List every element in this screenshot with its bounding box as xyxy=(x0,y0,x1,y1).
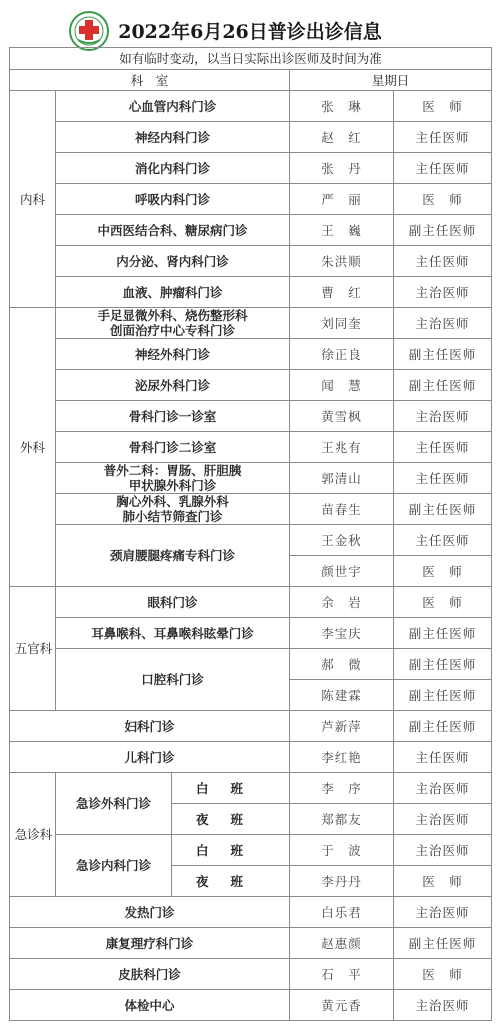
dept-cell xyxy=(56,308,290,339)
dept-cell: 急诊外科门诊 xyxy=(56,773,172,835)
dept-cell: 内分泌、肾内科门诊 xyxy=(56,246,290,277)
dept-cell: 康复理疗科门诊 xyxy=(10,928,290,959)
title-cell: 主治医师 xyxy=(394,277,492,308)
doctor-cell: 李 序 xyxy=(290,773,394,804)
title-cell: 主任医师 xyxy=(394,432,492,463)
doctor-cell: 朱洪顺 xyxy=(290,246,394,277)
title-cell: 医 师 xyxy=(394,91,492,122)
doctor-cell: 张 丹 xyxy=(290,153,394,184)
title-cell: 主任医师 xyxy=(394,122,492,153)
title-cell: 副主任医师 xyxy=(394,649,492,680)
title-cell: 医 师 xyxy=(394,184,492,215)
dept-cell: 呼吸内科门诊 xyxy=(56,184,290,215)
title-cell: 主治医师 xyxy=(394,835,492,866)
doctor-cell: 芦新萍 xyxy=(290,711,394,742)
schedule-table xyxy=(9,47,492,1021)
doctor-cell: 苗春生 xyxy=(290,494,394,525)
shift-cell: 夜班 xyxy=(172,804,290,835)
title-cell: 医 师 xyxy=(394,959,492,990)
doctor-cell: 赵 红 xyxy=(290,122,394,153)
doctor-cell: 郑都友 xyxy=(290,804,394,835)
doctor-cell: 王 巍 xyxy=(290,215,394,246)
dept-cell: 眼科门诊 xyxy=(56,587,290,618)
doctor-cell: 张 琳 xyxy=(290,91,394,122)
category-internal: 内科 xyxy=(10,91,56,308)
notice-text: 如有临时变动，以当日实际出诊医师及时间为准 xyxy=(10,48,492,70)
doctor-cell: 黄元香 xyxy=(290,990,394,1021)
title-cell: 副主任医师 xyxy=(394,494,492,525)
dept-cell: 妇科门诊 xyxy=(10,711,290,742)
category-emergency: 急诊科 xyxy=(10,773,56,897)
title-cell: 主治医师 xyxy=(394,773,492,804)
doctor-cell: 王兆有 xyxy=(290,432,394,463)
doctor-cell: 严 丽 xyxy=(290,184,394,215)
dept-line: 胸心外科、乳腺外科 xyxy=(116,494,229,509)
column-header-weekday: 星期日 xyxy=(290,70,492,91)
title-cell: 副主任医师 xyxy=(394,339,492,370)
title-cell: 医 师 xyxy=(394,866,492,897)
doctor-cell: 白乐君 xyxy=(290,897,394,928)
dept-line: 甲状腺外科门诊 xyxy=(128,478,217,493)
doctor-cell: 颜世宇 xyxy=(290,556,394,587)
title-cell: 副主任医师 xyxy=(394,711,492,742)
doctor-cell: 徐正良 xyxy=(290,339,394,370)
doctor-cell: 于 波 xyxy=(290,835,394,866)
column-header-department: 科 室 xyxy=(10,70,290,91)
dept-cell: 急诊内科门诊 xyxy=(56,835,172,897)
title-cell: 副主任医师 xyxy=(394,618,492,649)
dept-cell: 耳鼻喉科、耳鼻喉科眩晕门诊 xyxy=(56,618,290,649)
dept-cell: 心血管内科门诊 xyxy=(56,91,290,122)
doctor-cell: 曹 红 xyxy=(290,277,394,308)
doctor-cell: 陈建霖 xyxy=(290,680,394,711)
dept-cell: 神经外科门诊 xyxy=(56,339,290,370)
doctor-cell: 刘同奎 xyxy=(290,308,394,339)
dept-cell: 皮肤科门诊 xyxy=(10,959,290,990)
dept-cell xyxy=(56,494,290,525)
page-header xyxy=(10,8,490,50)
dept-cell: 消化内科门诊 xyxy=(56,153,290,184)
dept-cell: 血液、肿瘤科门诊 xyxy=(56,277,290,308)
doctor-cell: 李丹丹 xyxy=(290,866,394,897)
shift-cell: 夜班 xyxy=(172,866,290,897)
dept-cell: 骨科门诊二诊室 xyxy=(56,432,290,463)
doctor-cell: 郭清山 xyxy=(290,463,394,494)
title-cell: 主任医师 xyxy=(394,153,492,184)
shift-cell: 白班 xyxy=(172,835,290,866)
title-cell: 主治医师 xyxy=(394,804,492,835)
doctor-cell: 赵惠颜 xyxy=(290,928,394,959)
dept-cell xyxy=(56,463,290,494)
doctor-cell: 闻 慧 xyxy=(290,370,394,401)
dept-cell: 发热门诊 xyxy=(10,897,290,928)
dept-cell: 体检中心 xyxy=(10,990,290,1021)
dept-line: 普外二科：胃肠、肝胆胰 xyxy=(103,463,242,478)
doctor-cell: 李宝庆 xyxy=(290,618,394,649)
dept-cell: 骨科门诊一诊室 xyxy=(56,401,290,432)
title-cell: 主任医师 xyxy=(394,246,492,277)
title-cell: 主任医师 xyxy=(394,525,492,556)
dept-cell: 口腔科门诊 xyxy=(56,649,290,711)
doctor-cell: 石 平 xyxy=(290,959,394,990)
title-cell: 主治医师 xyxy=(394,308,492,339)
dept-line: 肺小结节筛查门诊 xyxy=(122,509,223,524)
title-cell: 主治医师 xyxy=(394,897,492,928)
title-cell: 副主任医师 xyxy=(394,370,492,401)
shift-cell: 白班 xyxy=(172,773,290,804)
doctor-cell: 王金秋 xyxy=(290,525,394,556)
dept-line: 创面治疗中心专科门诊 xyxy=(109,323,235,338)
doctor-cell: 黄雪枫 xyxy=(290,401,394,432)
dept-cell: 颈肩腰腿疼痛专科门诊 xyxy=(56,525,290,587)
title-cell: 主治医师 xyxy=(394,401,492,432)
title-cell: 副主任医师 xyxy=(394,215,492,246)
title-cell: 医 师 xyxy=(394,587,492,618)
title-cell: 副主任医师 xyxy=(394,928,492,959)
doctor-cell: 郝 微 xyxy=(290,649,394,680)
dept-cell: 泌尿外科门诊 xyxy=(56,370,290,401)
category-ent: 五官科 xyxy=(10,587,56,711)
category-surgery: 外科 xyxy=(10,308,56,587)
dept-cell: 儿科门诊 xyxy=(10,742,290,773)
title-cell: 主任医师 xyxy=(394,742,492,773)
title-cell: 副主任医师 xyxy=(394,680,492,711)
title-cell: 医 师 xyxy=(394,556,492,587)
dept-cell: 神经内科门诊 xyxy=(56,122,290,153)
title-cell: 主任医师 xyxy=(394,463,492,494)
doctor-cell: 李红艳 xyxy=(290,742,394,773)
dept-cell: 中西医结合科、糖尿病门诊 xyxy=(56,215,290,246)
page-title: 2022年6月26日普诊出诊信息 xyxy=(118,21,382,43)
dept-line: 手足显微外科、烧伤整形科 xyxy=(97,308,248,323)
doctor-cell: 余 岩 xyxy=(290,587,394,618)
title-cell: 主治医师 xyxy=(394,990,492,1021)
